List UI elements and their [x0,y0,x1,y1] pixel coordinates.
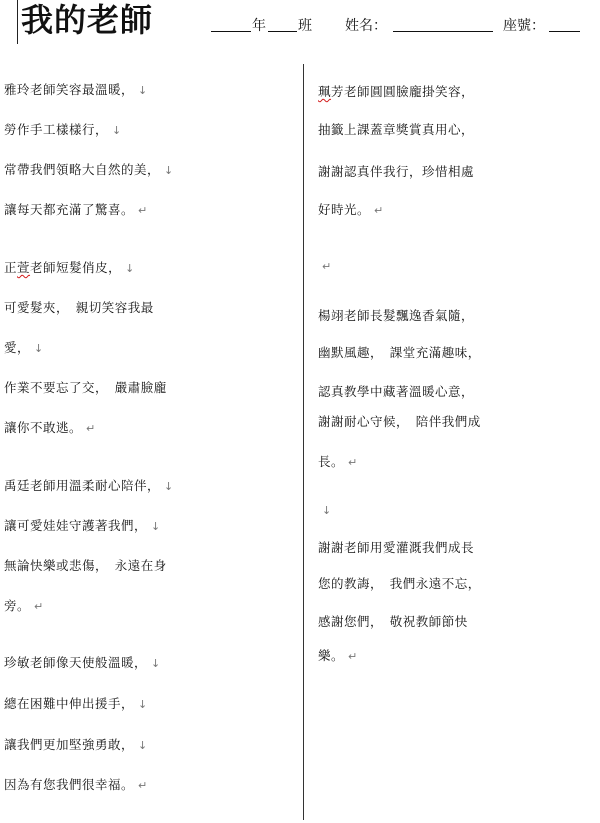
class-blank[interactable] [268,31,297,32]
poem-line [4,478,174,495]
poem-line [318,345,481,361]
poem-line [4,122,122,139]
paragraph-mark-icon: ↓ [151,657,161,670]
poem-line-text: 總在困難中伸出援手， [4,696,135,711]
poem-line-text: 謝謝耐心守候， 陪伴我們成 [318,414,481,429]
paragraph-mark-icon: ↵ [138,204,148,217]
poem-line [4,655,161,672]
poem-line-text: 禹廷老師用溫柔耐心陪伴， [4,478,161,493]
poem-line-text: 好時光。 [318,202,371,217]
paragraph-mark-icon: ↓ [164,164,174,177]
poem-line [4,598,44,615]
poem-line-text: 幽默風趣， 課堂充滿趣味， [318,345,481,360]
poem-line [318,84,474,100]
paragraph-mark-icon: ↵ [348,456,358,469]
paragraph-mark-icon: ↵ [138,779,148,792]
poem-line [318,202,384,219]
paragraph-mark-icon: ↵ [348,650,358,663]
poem-line [318,258,332,275]
poem-line-text: 讓每天都充滿了驚喜。 [4,202,135,217]
paragraph-mark-icon: ↵ [322,260,332,273]
poem-line-text: 謝謝認真伴我行，珍惜相處 [318,164,475,179]
poem-line-text: 讓可愛娃娃守護著我們， [4,518,148,533]
paragraph-mark-icon: ↓ [151,520,161,533]
paragraph-mark-icon: ↵ [34,600,44,613]
poem-line [4,696,148,713]
poem-line [4,777,148,794]
poem-line-text: 愛， [4,340,31,355]
poem-line [318,540,474,556]
paragraph-mark-icon: ↵ [374,204,384,217]
name-blank[interactable] [393,31,493,32]
page-title: 我的老師 [21,1,154,39]
column-divider [303,64,304,820]
poem-line-text: 作業不要忘了交， 嚴肅臉龐 [4,380,167,395]
poem-line [318,502,332,519]
poem-line [4,420,96,437]
poem-line [4,82,148,99]
paragraph-mark-icon: ↓ [112,124,122,137]
class-label: 班 [298,18,312,34]
paragraph-mark-icon: ↓ [34,342,44,355]
poem-line [318,308,474,324]
worksheet-header [0,0,600,44]
name-label: 姓名： [345,18,387,34]
paragraph-mark-icon: ↓ [322,504,332,517]
poem-line [4,518,161,535]
poem-line-text: 您的教誨， 我們永遠不忘， [318,576,481,591]
poem-line [318,454,358,471]
poem-line-text: 樂。 [318,648,345,663]
poem-line-text: 旁。 [4,598,31,613]
poem-line [4,202,148,219]
poem-line-text: 讓我們更加堅強勇敢， [4,737,135,752]
poem-line-text: 長。 [318,454,345,469]
poem-line [4,380,167,396]
poem-line [4,737,148,754]
poem-line [318,122,474,138]
poem-line [318,164,474,180]
seat-blank[interactable] [549,31,580,32]
poem-line [318,384,474,400]
poem-line [318,614,468,630]
poem-line-text: 抽籤上課蓋章獎賞真用心， [318,122,475,137]
poem-line-text: 可愛髮夾， 親切笑容我最 [4,300,154,315]
poem-line-text: 楊翊老師長髮飄逸香氣隨， [318,308,475,323]
paragraph-mark-icon: ↓ [138,739,148,752]
title-bar [17,0,18,44]
paragraph-mark-icon: ↓ [138,698,148,711]
poem-line-text: 雅玲老師笑容最溫暖， [4,82,135,97]
poem-line-text: 常帶我們領略大自然的美， [4,162,161,177]
poem-line-text: 勞作手工樣樣行， [4,122,109,137]
poem-line-text: 讓你不敢逃。 [4,420,83,435]
poem-line-text: 謝謝老師用愛灌溉我們成長 [318,540,475,555]
poem-line-text: 感謝您們， 敬祝教師節快 [318,614,468,629]
seat-label: 座號： [503,18,545,34]
poem-line [4,340,44,357]
paragraph-mark-icon: ↓ [138,84,148,97]
poem-line [318,414,481,430]
poem-line [4,162,174,179]
paragraph-mark-icon: ↓ [164,480,174,493]
poem-line [318,576,481,592]
poem-line-text: 正萱老師短髮俏皮， [4,260,122,275]
poem-line [4,300,154,316]
year-blank[interactable] [211,31,251,32]
poem-line [4,260,135,277]
poem-line-text: 無論快樂或悲傷， 永遠在身 [4,558,167,573]
poem-line-text: 珍敏老師像天使般溫暖， [4,655,148,670]
year-label: 年 [252,18,266,34]
paragraph-mark-icon: ↵ [86,422,96,435]
poem-line-text: 認真教學中藏著溫暖心意， [318,384,475,399]
poem-line-text: 珮芳老師圓圓臉龐掛笑容， [318,84,475,99]
poem-line-text: 因為有您我們很幸福。 [4,777,135,792]
paragraph-mark-icon: ↓ [125,262,135,275]
poem-line [318,648,358,665]
poem-line [4,558,167,574]
